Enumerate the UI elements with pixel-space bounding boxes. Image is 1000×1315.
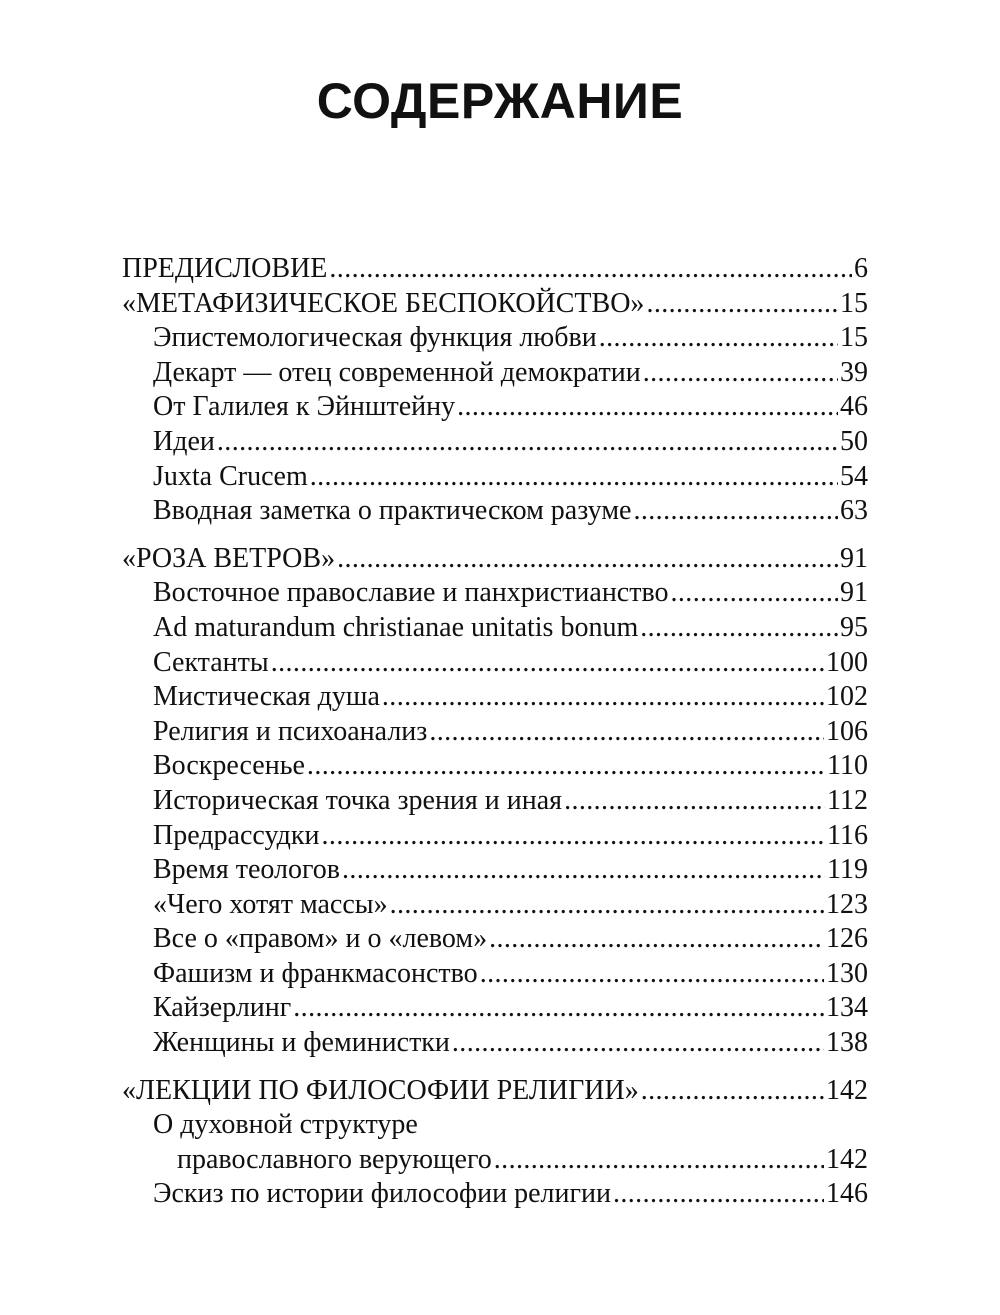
dot-leader [390, 888, 824, 923]
toc-entry [122, 715, 868, 750]
dot-leader [564, 784, 825, 819]
toc-section [122, 252, 868, 287]
dot-leader [640, 611, 838, 646]
toc-page-number: 134 [826, 992, 868, 1024]
dot-leader [271, 646, 824, 681]
toc-page-number: 15 [840, 287, 868, 319]
dot-leader [599, 321, 838, 356]
toc-page-number: 116 [827, 819, 868, 851]
page-title: СОДЕРЖАНИЕ [316, 73, 684, 129]
dot-leader [429, 715, 824, 750]
toc-page-number: 112 [827, 784, 868, 816]
toc-entry [122, 390, 868, 425]
toc-entry [122, 321, 868, 356]
toc-entry [122, 356, 868, 391]
toc-page-number: 6 [854, 253, 868, 284]
toc-page-number: 119 [827, 854, 868, 886]
dot-leader [641, 1074, 824, 1109]
toc-page-number: 54 [840, 460, 868, 492]
toc-page-number: 123 [826, 888, 868, 920]
toc-entry [122, 646, 868, 681]
dot-leader [489, 922, 824, 957]
toc-label: Эпистемологическая функция любви [153, 322, 597, 354]
toc-entry [122, 853, 868, 888]
toc-label: Предрассудки [153, 819, 320, 851]
dot-leader [633, 494, 838, 529]
toc-label: Историческая точка зрения и иная [153, 784, 563, 816]
toc-label: Идеи [153, 425, 215, 457]
dot-leader [329, 252, 852, 287]
toc-page-number: 142 [826, 1143, 868, 1175]
toc-page-number: 63 [840, 495, 868, 527]
toc-entry [122, 749, 868, 784]
toc-page-number: 126 [826, 923, 868, 955]
toc-entry [122, 425, 868, 460]
toc-label: ПРЕДИСЛОВИЕ [122, 253, 328, 284]
dot-leader [452, 1026, 824, 1061]
toc-entry [122, 819, 868, 854]
toc-label: Juxta Crucem [153, 460, 308, 492]
dot-leader [293, 991, 824, 1026]
toc-label: Кайзерлинг [153, 992, 292, 1024]
toc-page-number: 15 [840, 322, 868, 354]
toc-page-number: 106 [826, 715, 868, 747]
dot-leader [457, 390, 838, 425]
toc-label: «МЕТАФИЗИЧЕСКОЕ БЕСПОКОЙСТВО» [122, 287, 645, 319]
toc-entry [122, 991, 868, 1026]
toc-label: Фашизм и франкмасонство [153, 957, 478, 989]
toc-page-number: 39 [840, 356, 868, 388]
dot-leader [217, 425, 838, 460]
toc-label: Вводная заметка о практическом разуме [153, 495, 632, 527]
toc-page-number: 130 [826, 957, 868, 989]
dot-leader [322, 819, 826, 854]
toc-entry [122, 494, 868, 529]
toc-page-number: 50 [840, 425, 868, 457]
toc-entry [122, 888, 868, 923]
toc-entry [122, 576, 868, 611]
toc-entry [122, 784, 868, 819]
toc-label: О духовной структуре [153, 1109, 418, 1141]
toc-label: Воскресенье [153, 750, 305, 782]
toc-page-number: 110 [827, 750, 868, 782]
dot-leader [671, 576, 839, 611]
toc-label: Сектанты [153, 646, 269, 678]
toc-page-number: 95 [840, 611, 868, 643]
toc-entry [122, 1177, 868, 1212]
dot-leader [494, 1143, 824, 1178]
toc-label: Женщины и феминистки [153, 1027, 450, 1059]
toc-page-number: 146 [826, 1178, 868, 1210]
toc-entry [122, 460, 868, 495]
toc-section [122, 1074, 868, 1109]
toc-entry-line [122, 1108, 868, 1143]
toc-page-number: 46 [840, 391, 868, 423]
dot-leader [613, 1177, 824, 1212]
toc-entry [122, 611, 868, 646]
toc-label: православного верующего [177, 1143, 492, 1175]
toc-page-number: 100 [826, 646, 868, 678]
toc-label: Восточное православие и панхристианство [153, 577, 669, 609]
dot-leader [643, 356, 838, 391]
toc-entry [122, 1026, 868, 1061]
toc-label: «Чего хотят массы» [153, 888, 388, 920]
toc-section [122, 542, 868, 577]
toc-label: Эскиз по истории философии религии [153, 1178, 611, 1210]
toc-entry [122, 1143, 868, 1178]
toc-section [122, 287, 868, 322]
toc-page-number: 142 [826, 1074, 868, 1106]
dot-leader [342, 853, 825, 888]
toc-page-number: 91 [840, 542, 868, 574]
toc-label: Религия и психоанализ [153, 715, 428, 747]
toc-page-number: 138 [826, 1027, 868, 1059]
toc-label: «РОЗА ВЕТРОВ» [122, 542, 336, 574]
toc-label: Время теологов [153, 854, 340, 886]
table-of-contents [122, 252, 868, 1212]
toc-label: Все о «правом» и о «левом» [153, 923, 488, 955]
toc-label: Ad maturandum christianae unitatis bonum [153, 611, 639, 643]
dot-leader [337, 542, 838, 577]
toc-label: Мистическая душа [153, 681, 380, 713]
toc-label: От Галилея к Эйнштейну [153, 391, 456, 423]
dot-leader [480, 957, 824, 992]
toc-entry [122, 680, 868, 715]
dot-leader [310, 460, 838, 495]
toc-label: «ЛЕКЦИИ ПО ФИЛОСОФИИ РЕЛИГИИ» [122, 1074, 639, 1106]
toc-entry [122, 922, 868, 957]
dot-leader [307, 749, 825, 784]
toc-page-number: 91 [840, 577, 868, 609]
toc-entry [122, 957, 868, 992]
toc-label: Декарт — отец современной демократии [153, 356, 641, 388]
toc-page-number: 102 [826, 681, 868, 713]
dot-leader [382, 680, 824, 715]
dot-leader [646, 287, 838, 322]
